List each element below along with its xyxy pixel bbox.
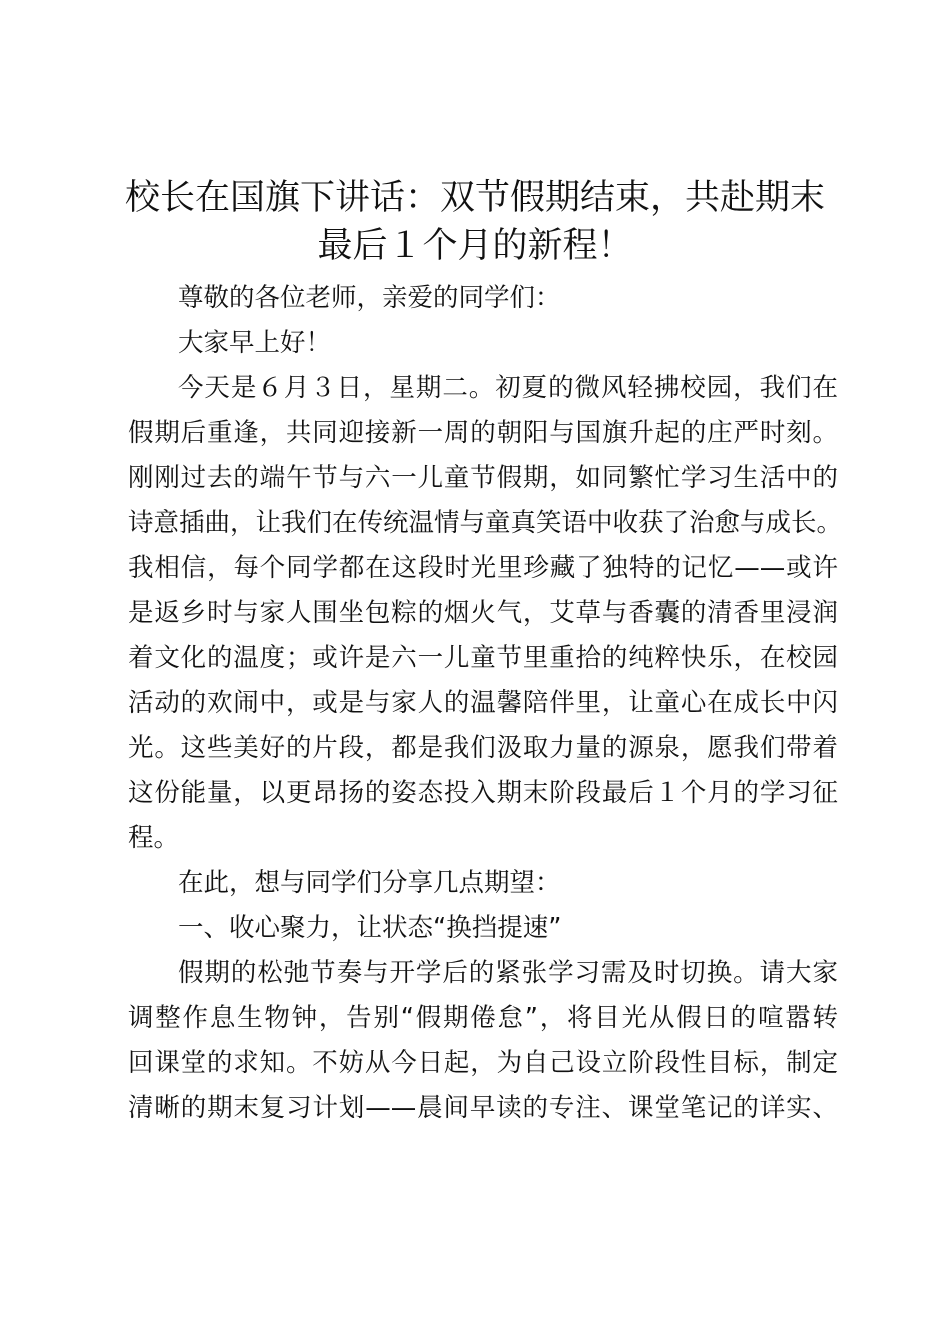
body-line: 这份能量，以更昂扬的姿态投入期末阶段最后１个月的学习征 [128,778,838,808]
section-heading: 一、收心聚力，让状态“换挡提速” [178,913,562,943]
body-line: 着文化的温度；或许是六一儿童节里重拾的纯粹快乐，在校园 [128,643,838,673]
body-line: 回课堂的求知。不妨从今日起，为自己设立阶段性目标，制定 [128,1048,838,1078]
body-line: 程。 [128,823,180,853]
body-line: 假期后重逢，共同迎接新一周的朝阳与国旗升起的庄严时刻。 [128,418,838,448]
body-line: 在此，想与同学们分享几点期望： [178,868,561,898]
body-line: 光。这些美好的片段，都是我们汲取力量的源泉，愿我们带着 [128,733,838,763]
salutation-line: 尊敬的各位老师，亲爱的同学们： [178,283,561,313]
body-line: 假期的松弛节奏与开学后的紧张学习需及时切换。请大家 [178,958,838,988]
document-title-line-1: 校长在国旗下讲话：双节假期结束，共赴期末 [124,178,825,218]
greeting-line: 大家早上好！ [178,328,332,358]
body-line: 诗意插曲，让我们在传统温情与童真笑语中收获了治愈与成长。 [128,508,843,538]
body-line: 调整作息生物钟，告别“假期倦怠”，将目光从假日的喧嚣转 [128,1003,838,1033]
body-line: 清晰的期末复习计划——晨间早读的专注、课堂笔记的详实、 [128,1093,838,1123]
body-line: 我相信，每个同学都在这段时光里珍藏了独特的记忆——或许 [128,553,838,583]
body-line: 刚刚过去的端午节与六一儿童节假期，如同繁忙学习生活中的 [128,463,838,493]
body-line: 活动的欢闹中，或是与家人的温馨陪伴里，让童心在成长中闪 [128,688,838,718]
document-title-line-2: 最后１个月的新程！ [317,226,633,266]
body-line: 今天是６月３日，星期二。初夏的微风轻拂校园，我们在 [178,373,838,403]
body-line: 是返乡时与家人围坐包粽的烟火气，艾草与香囊的清香里浸润 [128,598,838,628]
